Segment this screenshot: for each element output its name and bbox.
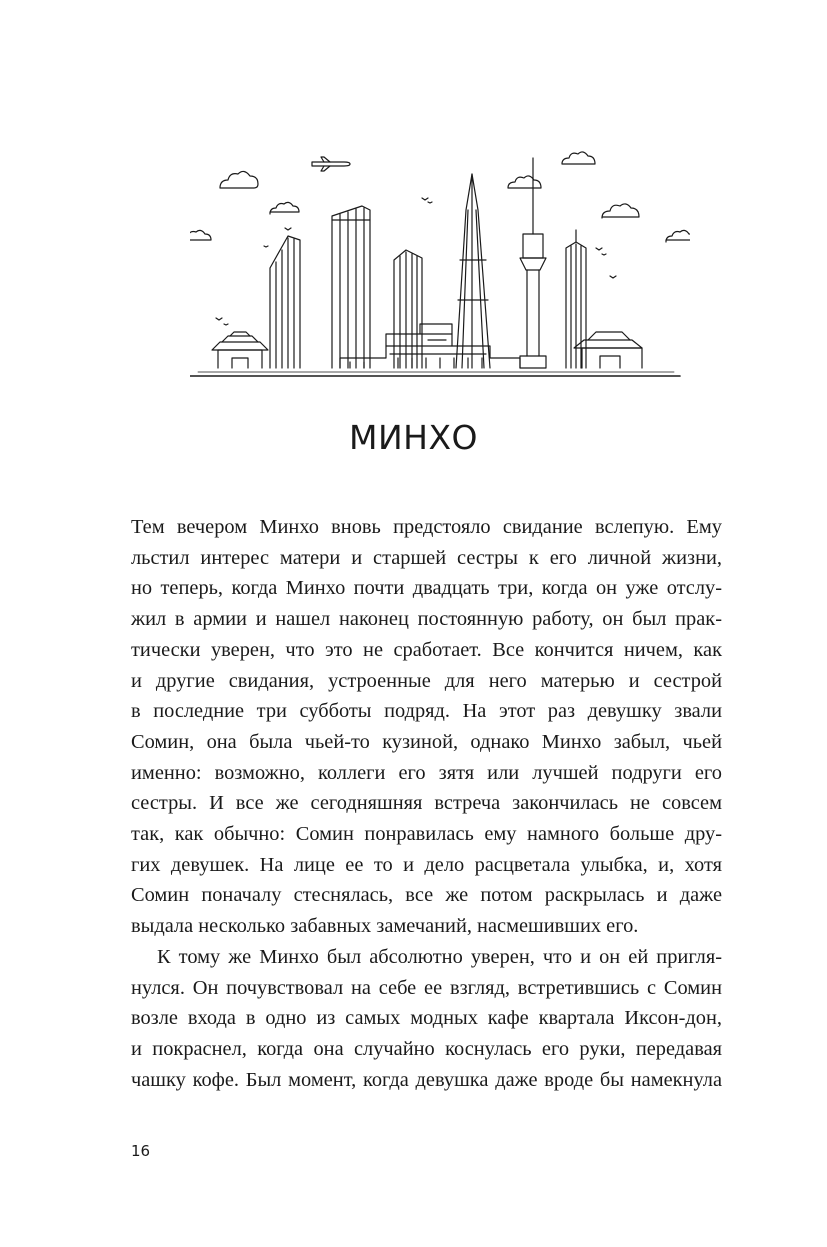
text-line: сестры. И все же сегодняшняя встреча закончилась не совсем (131, 792, 722, 815)
text-line: тически уверен, что это не сработает. Все кончится ничем, как (131, 638, 722, 661)
body-text (131, 512, 722, 1095)
text-line: так, как обычно: Сомин понравилась ему намного больше дру- (131, 823, 722, 846)
text-line: гих девушек. На лице ее то и дело расцветала улыбка, и, хотя (131, 853, 722, 876)
paragraph (131, 512, 722, 942)
text-line: возле входа в одно из самых модных кафе квартала Иксон-дон, (131, 1007, 722, 1030)
text-line: льстил интерес матери и старшей сестры к его личной жизни, (131, 546, 722, 569)
text-line: в последние три субботы подряд. На этот раз девушку звали (131, 700, 722, 723)
text-line: нулся. Он почувствовал на себе ее взгляд, встретившись с Сомин (131, 976, 722, 999)
text-line: Сомин поначалу стеснялась, все же потом раскрылась и даже (131, 884, 722, 907)
text-line: жил в армии и нашел наконец постоянную работу, он был прак- (131, 608, 722, 631)
text-line: Тем вечером Минхо вновь предстояло свидание вслепую. Ему (131, 516, 722, 538)
text-line: Сомин, она была чьей-то кузиной, однако Минхо забыл, чьей (131, 730, 722, 753)
text-line: чашку кофе. Был момент, когда девушка даже вроде бы намекнула (131, 1068, 722, 1091)
skyline-illustration (190, 150, 690, 385)
page-number: 16 (131, 1142, 151, 1160)
text-line: и покраснел, когда она случайно коснулась его руки, передавая (131, 1037, 722, 1060)
paragraph (131, 942, 722, 1096)
text-line: К тому же Минхо был абсолютно уверен, что и он ей пригля- (157, 945, 722, 968)
text-line: именно: возможно, коллеги его зятя или лучшей подруги его (131, 761, 722, 784)
text-line: выдала несколько забавных замечаний, насмешивших его. (131, 915, 639, 938)
chapter-title: МИНХО (348, 418, 479, 457)
text-line: и другие свидания, устроенные для него матерью и сестрой (131, 669, 722, 692)
text-line: но теперь, когда Минхо почти двадцать три, когда он уже отслу- (131, 577, 722, 600)
city-skyline-icon (190, 150, 690, 385)
